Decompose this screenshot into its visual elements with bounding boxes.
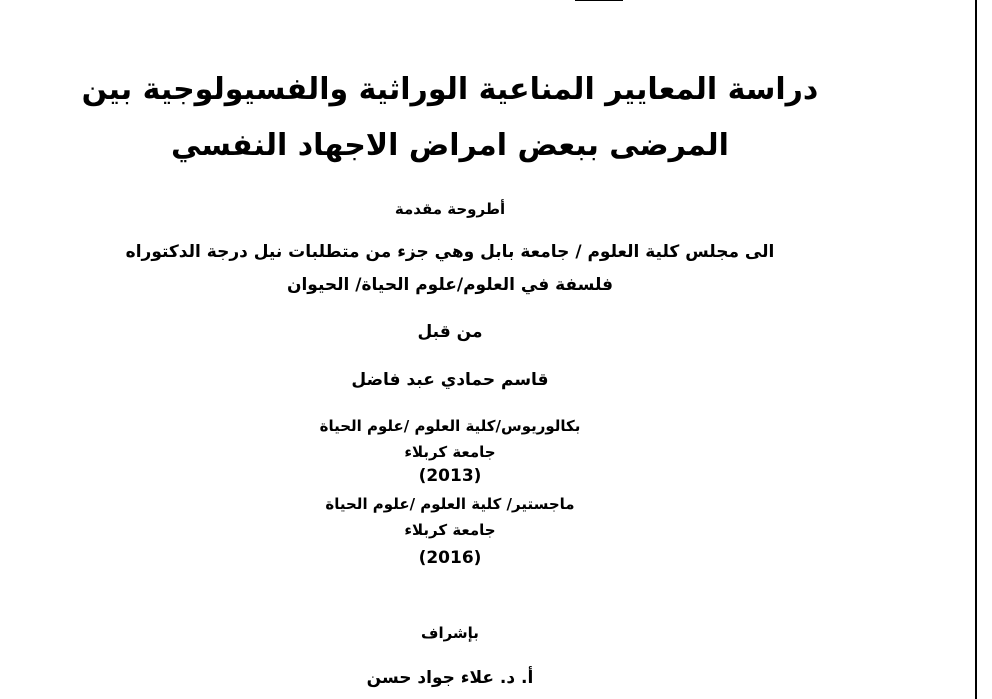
title-line-2: المرضى ببعض امراض الاجهاد النفسي [171,128,729,163]
master-year: (2016) [418,548,482,568]
header-rule-fragment [575,0,623,1]
thesis-label: أطروحة مقدمة [394,200,506,218]
author-name: قاسم حمادي عبد فاضل [351,370,549,390]
master-university: جامعة كربلاء [404,521,496,539]
title-line-1: دراسة المعايير المناعية الوراثية والفسيولوجية بين [81,72,819,107]
supervisor-name: أ. د. علاء جواد حسن [366,668,534,688]
master-degree: ماجستير/ كلية العلوم /علوم الحياة [325,495,575,513]
by-label: من قبل [417,322,483,342]
submission-line-1: الى مجلس كلية العلوم / جامعة بابل وهي جزء من متطلبات نيل درجة الدكتوراه [125,242,775,262]
bachelor-university: جامعة كربلاء [404,443,496,461]
bachelor-degree: بكالوريوس/كلية العلوم /علوم الحياة [319,417,581,435]
bachelor-year: (2013) [418,466,482,486]
submission-line-2: فلسفة في العلوم/علوم الحياة/ الحيوان [286,275,614,295]
supervision-label: بإشراف [421,624,479,642]
